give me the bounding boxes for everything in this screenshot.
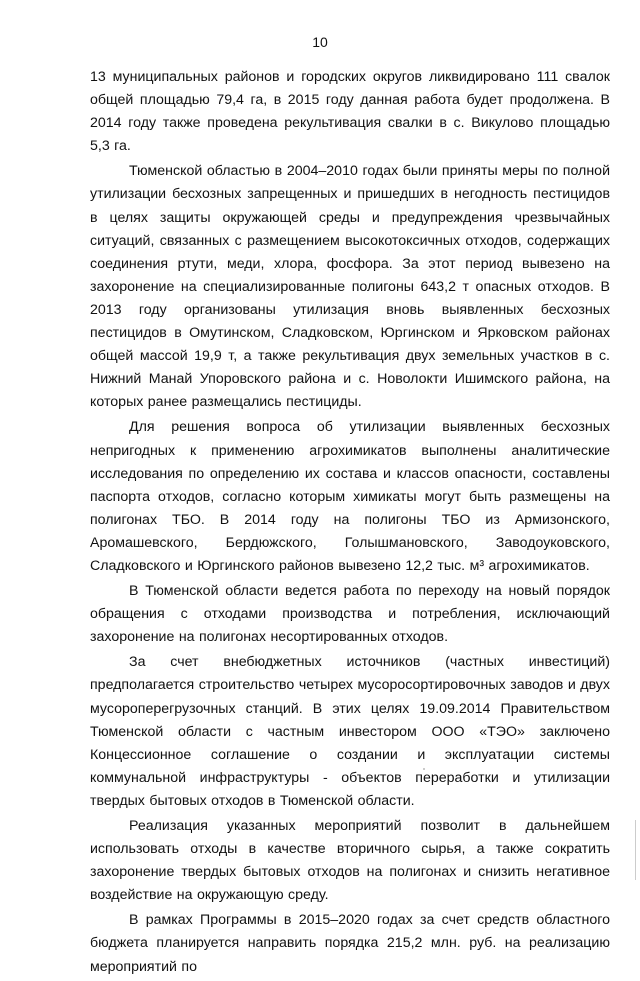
- paragraph-2: Тюменской областью в 2004–2010 годах были приняты меры по полной утилизации бесхозных запрещенных и пришедших в негодность пестицидов в целях защиты окружающей среды и предупреждения чрезвычайных ситуаций, связанных с размещением высокотоксичных отходов, содержащих соединения ртути, меди, хлора, фосфора. За этот период вывезено на захоронение на специализированные полигоны 643,2 т опасных отходов. В 2013 году организованы утилизация вновь выявленных бесхозных пестицидов в Омутинском, Сладковском, Юргинском и Ярковском районах общей массой 19,9 т, а также рекультивация двух земельных участков в с. Нижний Манай Упоровского района и с. Новолокти Ишимского района, на которых ранее размещались пестициды.: [90, 163, 610, 411]
- paragraph-6: Реализация указанных мероприятий позволит в дальнейшем использовать отходы в качестве вторичного сырья, а также сократить захоронение твердых бытовых отходов на полигонах и снизить негативное воздействие на окружающую среду.: [90, 818, 610, 904]
- paragraph-1: 13 муниципальных районов и городских округов ликвидировано 111 свалок общей площадью 79,4 га, в 2015 году данная работа будет продолжена. В 2014 году также проведена рекультивация свалки в с. Викулово площадью 5,3 га.: [90, 69, 610, 155]
- paragraph-7: В рамках Программы в 2015–2020 годах за счет средств областного бюджета планируется направить порядка 215,2 млн. руб. на реализацию мероприятий по: [90, 912, 610, 975]
- page-number: 10: [312, 34, 328, 50]
- paragraph-5: За счет внебюджетных источников (частных инвестиций) предполагается строительство четырех мусоросортировочных заводов и двух мусороперегрузочных станций. В этих целях 19.09.2014 Правительством Тюменской области с частным инвестором ООО «ТЭО» заключено Концессионное соглашение о создании и эксплуатации системы коммунальной инфраструктуры - объектов переработки и утилизации твердых бытовых отходов в Тюменской области.: [90, 654, 610, 809]
- paragraph-3: Для решения вопроса об утилизации выявленных бесхозных непригодных к применению агрохимикатов выполнены аналитические исследования по определению их состава и классов опасности, составлены паспорта отходов, согласно которым химикаты могут быть размещены на полигонах ТБО. В 2014 году на полигоны ТБО из Армизонского, Аромашевского, Бердюжского, Голышмановского, Заводоуковского, Сладковского и Юргинского районов вывезено 12,2 тыс. м³ агрохимикатов.: [90, 419, 610, 574]
- scan-speck: [423, 768, 425, 770]
- body-text: [90, 66, 610, 981]
- scan-edge-mark: [635, 820, 636, 880]
- paragraph-4: В Тюменской области ведется работа по переходу на новый порядок обращения с отходами производства и потребления, исключающий захоронение на полигонах несортированных отходов.: [90, 583, 610, 646]
